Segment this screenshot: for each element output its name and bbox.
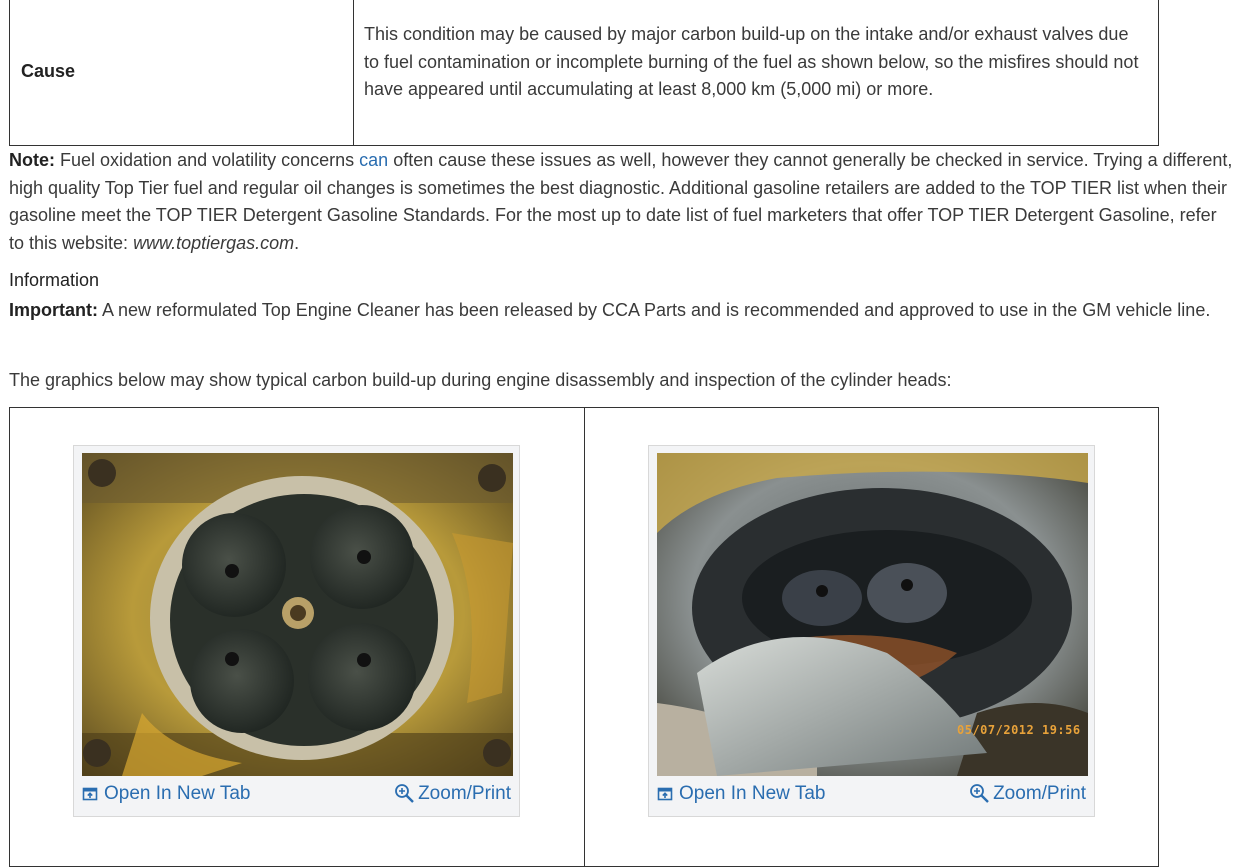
open-new-tab-icon [82,786,98,802]
zoom-print-link[interactable] [394,783,511,805]
note-text-after: often cause these issues as well, however they cannot generally be checked in service. Trying a different, high quality Top Tier fuel and regular oil changes is sometimes the best diagnostic. Additional gasoline retailers are added to the TOP TIER list when their gasoline meet the TOP TIER Detergent Gasoline Standards. For the most up to date list of fuel marketers that offer TOP TIER Detergent Gasoline, refer to this website: [9,150,1233,253]
graphics-cell-left [10,408,584,866]
important-paragraph [9,297,1234,325]
photo-date-stamp: 05/07/2012 19:56 [957,723,1081,737]
zoom-print-label: Zoom/Print [418,783,511,804]
note-end: . [294,232,300,253]
open-new-tab-label: Open In New Tab [679,783,826,804]
zoom-print-label: Zoom/Print [993,783,1086,804]
important-label: Important: [9,300,98,320]
open-new-tab-link[interactable] [657,783,825,805]
figure-cylinder-head [73,445,520,817]
figure-intake-port [648,445,1095,817]
zoom-in-icon [394,783,416,805]
cylinder-head-photo[interactable] [82,453,513,776]
graphics-cell-right [584,408,1158,866]
graphics-intro: The graphics below may show typical carbon build-up during engine disassembly and inspection of the cylinder heads: [9,370,952,390]
open-new-tab-link[interactable] [82,783,250,805]
open-new-tab-icon [657,786,673,802]
figure-toolbar [657,780,1086,808]
cause-label: Cause [10,0,354,145]
cause-description: This condition may be caused by major carbon build-up on the intake and/or exhaust valves due to fuel contamination or incomplete burning of the fuel as shown below, so the misfires should not have appeared until accumulating at least 8,000 km (5,000 mi) or more. [364,24,1139,99]
note-paragraph [9,147,1234,257]
note-text-before: Fuel oxidation and volatility concerns [55,150,360,170]
can-link[interactable]: can [359,150,389,170]
zoom-in-icon [969,783,991,805]
website-text: www.toptiergas.com [133,232,295,253]
graphics-table [9,407,1159,867]
cause-table [9,0,1159,146]
figure-toolbar [82,780,511,808]
note-label: Note: [9,150,55,170]
open-new-tab-label: Open In New Tab [104,783,251,804]
important-text: A new reformulated Top Engine Cleaner has been released by CCA Parts and is recommended and approved to use in the GM vehicle line. [98,300,1211,320]
information-heading: Information [9,270,100,290]
intake-port-photo[interactable] [657,453,1088,776]
zoom-print-link[interactable] [969,783,1086,805]
